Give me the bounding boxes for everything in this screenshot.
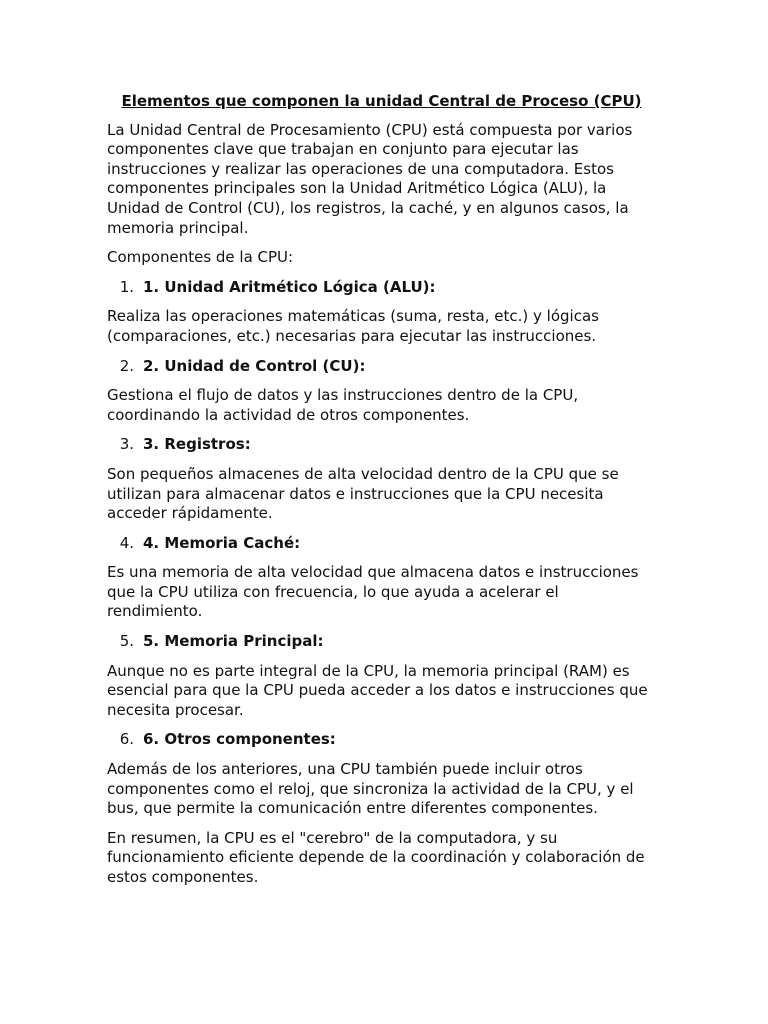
- section-title: 1. Unidad Aritmético Lógica (ALU):: [143, 277, 436, 296]
- section-heading-alu: [107, 278, 656, 298]
- document-title: Elementos que componen la unidad Central de Proceso (CPU): [121, 92, 642, 110]
- section-title: 2. Unidad de Control (CU):: [143, 356, 366, 375]
- section-body-cache: Es una memoria de alta velocidad que almacena datos e instrucciones que la CPU utiliza con frecuencia, lo que ayuda a acelerar el rendimiento.: [107, 563, 639, 621]
- section-heading-cache: [107, 534, 656, 554]
- section-heading-registros: [107, 435, 656, 455]
- list-number: 3.: [119, 435, 134, 454]
- section-title: 6. Otros componentes:: [143, 730, 336, 749]
- section-title: 5. Memoria Principal:: [143, 632, 324, 651]
- section-body-alu: Realiza las operaciones matemáticas (suma, resta, etc.) y lógicas (comparaciones, etc.) necesarias para ejecutar las instrucciones.: [107, 307, 599, 345]
- section-body-registros: Son pequeños almacenes de alta velocidad dentro de la CPU que se utilizan para almacenar datos e instrucciones que la CPU necesita acceder rápidamente.: [107, 464, 619, 523]
- list-number: 2.: [119, 356, 134, 375]
- list-number: 1.: [119, 277, 134, 296]
- section-heading-memoria-principal: [107, 632, 656, 652]
- section-body-otros: Además de los anteriores, una CPU también puede incluir otros componentes como el reloj, que sincroniza la actividad de la CPU, y el bus, que permite la comunicación entre diferentes componentes.: [107, 760, 634, 818]
- intro-paragraph: La Unidad Central de Procesamiento (CPU) está compuesta por varios componentes clave que trabajan en conjunto para ejecutar las instrucciones y realizar las operaciones de una computadora. Estos componentes principales son la Unidad Aritmético Lógica (ALU), la Unidad de Control (CU), los registros, la caché, y en algunos casos, la memoria principal.: [107, 120, 633, 237]
- conclusion-paragraph: En resumen, la CPU es el "cerebro" de la computadora, y su funcionamiento eficiente depende de la coordinación y colaboración de estos componentes.: [107, 828, 645, 886]
- section-body-cu: Gestiona el flujo de datos y las instrucciones dentro de la CPU, coordinando la actividad de otros componentes.: [107, 386, 579, 424]
- section-heading-otros: [107, 730, 656, 750]
- section-body-memoria-principal: Aunque no es parte integral de la CPU, la memoria principal (RAM) es esencial para que la CPU pueda acceder a los datos e instrucciones que necesita procesar.: [107, 661, 648, 719]
- section-heading-cu: [107, 357, 656, 377]
- components-label: Componentes de la CPU:: [107, 248, 294, 267]
- list-number: 6.: [119, 730, 134, 749]
- section-title: 4. Memoria Caché:: [143, 533, 301, 552]
- list-number: 4.: [119, 533, 134, 552]
- list-number: 5.: [119, 632, 134, 651]
- section-title: 3. Registros:: [143, 435, 251, 454]
